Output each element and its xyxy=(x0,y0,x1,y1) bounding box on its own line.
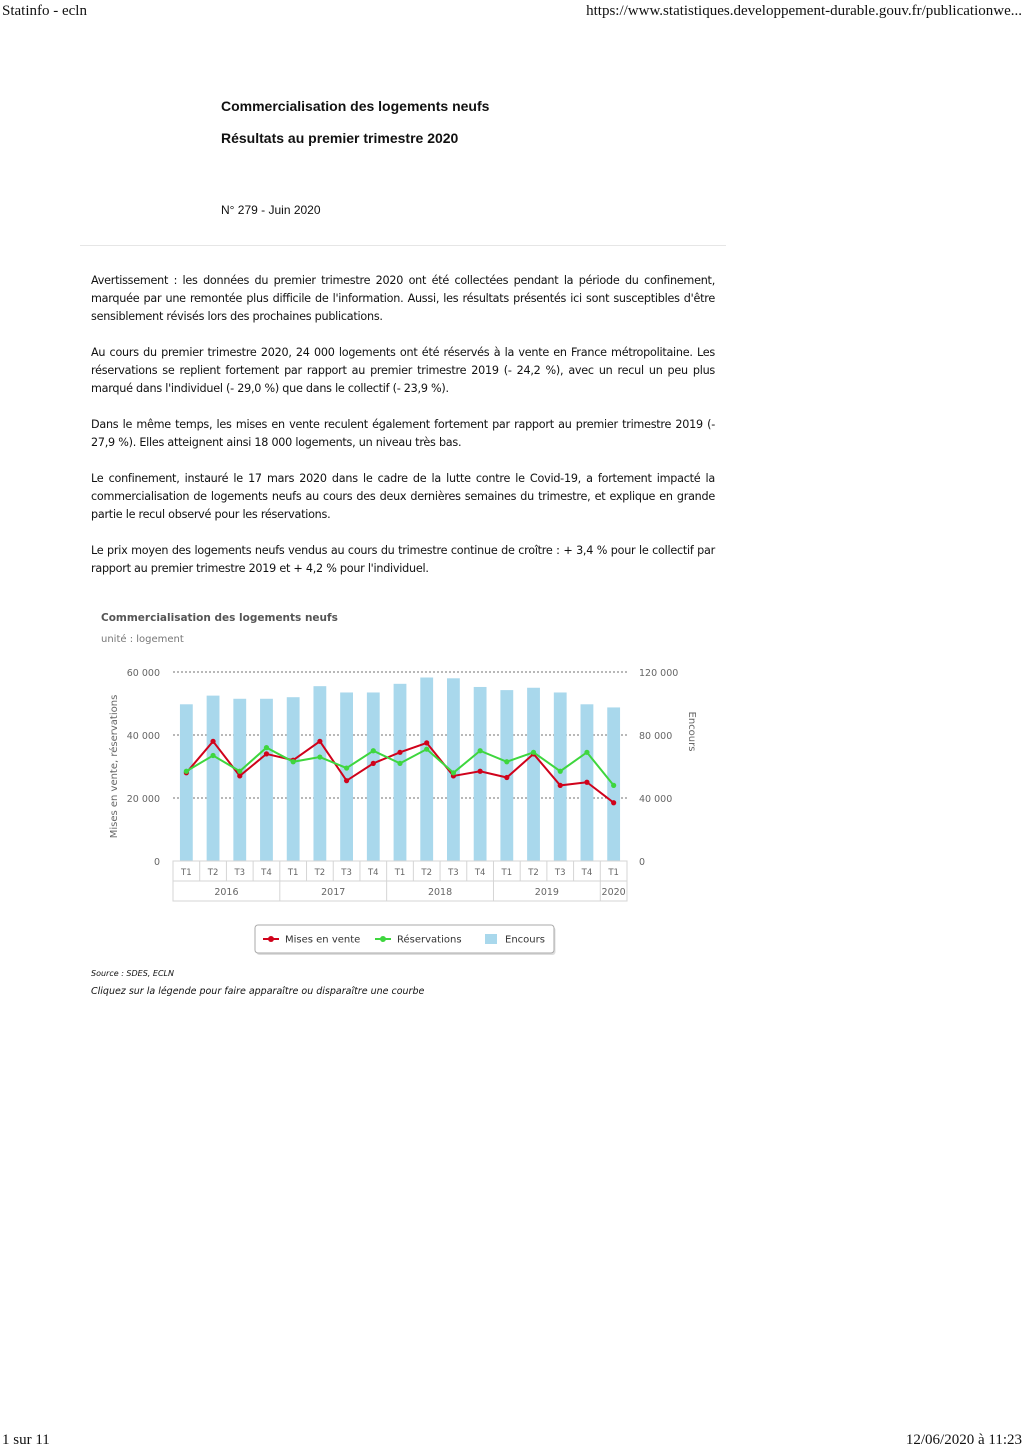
paragraph-confinement: Le confinement, instauré le 17 mars 2020 dans le cadre de la lutte contre le Covid-19, a fortement impacté la commercialisation de logements neufs au cours des deux dernières semaines du trimestre, et explique en grande partie le recul observé pour les réservations. xyxy=(91,472,715,521)
x-tick-label: T2 xyxy=(207,868,219,878)
x-tick-label: T4 xyxy=(261,868,272,878)
y-tick-left: 20 000 xyxy=(126,794,160,805)
x-tick-label: T3 xyxy=(448,868,459,878)
y-axis-label-left: Mises en vente, réservations xyxy=(109,694,120,839)
point-reservations xyxy=(611,783,616,788)
paragraph-warning: Avertissement : les données du premier trimestre 2020 ont été collectées pendant la période du confinement, marquée par une remontée plus difficile de l'information. Aussi, les résultats présentés ici sont susceptibles d'être sensiblement révisés lors des prochaines publications. xyxy=(91,274,715,323)
chart-hint: Cliquez sur la légende pour faire apparaître ou disparaître une courbe xyxy=(91,986,425,997)
y-tick-right: 80 000 xyxy=(639,731,673,742)
article-subtitle: Résultats au premier trimestre 2020 xyxy=(221,130,459,146)
bar-encours xyxy=(527,688,540,861)
point-reservations xyxy=(478,748,483,753)
point-mises-en-vente xyxy=(371,761,376,766)
bar-encours xyxy=(207,696,220,861)
x-tick-label: T1 xyxy=(394,868,406,878)
divider xyxy=(80,245,726,246)
chart-title: Commercialisation des logements neufs xyxy=(101,612,338,624)
paragraph-mises-en-vente: Dans le même temps, les mises en vente reculent également fortement par rapport au premier trimestre 2019 (- 27,9 %). Elles atteignent ainsi 18 000 logements, un niveau très bas. xyxy=(91,418,715,449)
browser-page-title: Statinfo - ecln xyxy=(2,3,87,19)
x-tick-label: T1 xyxy=(287,868,299,878)
point-mises-en-vente xyxy=(210,739,215,744)
x-tick-label: T3 xyxy=(234,868,246,878)
point-reservations xyxy=(210,753,215,758)
chart xyxy=(0,605,1024,965)
point-mises-en-vente xyxy=(264,751,269,756)
point-reservations xyxy=(237,769,242,774)
year-label: 2020 xyxy=(601,887,626,898)
paragraph-reservations: Au cours du premier trimestre 2020, 24 000 logements ont été réservés à la vente en France métropolitaine. Les réservations se replient fortement par rapport au premier trimestre 2019 (- 24,2 %), avec un recul un peu plus marqué dans l'individuel (- 29,0 %) que dans le collectif (- 23,9 %). xyxy=(91,346,715,395)
year-label: 2016 xyxy=(214,887,239,898)
y-tick-right: 40 000 xyxy=(639,794,673,805)
legend-label: Réservations xyxy=(397,934,462,946)
bar-encours xyxy=(554,692,567,861)
year-label: 2019 xyxy=(534,887,559,898)
point-mises-en-vente xyxy=(504,775,509,780)
x-tick-label: T4 xyxy=(474,868,486,878)
y-axis-label-right: Encours xyxy=(686,711,697,752)
point-reservations xyxy=(504,759,509,764)
browser-url: https://www.statistiques.developpement-durable.gouv.fr/publicationwe... xyxy=(586,3,1022,19)
point-mises-en-vente xyxy=(237,773,242,778)
bar-encours xyxy=(287,697,300,861)
bar-encours xyxy=(180,704,193,861)
point-reservations xyxy=(424,747,429,752)
point-reservations xyxy=(264,745,269,750)
article-title: Commercialisation des logements neufs xyxy=(221,98,490,114)
x-tick-label: T4 xyxy=(581,868,593,878)
point-reservations xyxy=(451,770,456,775)
point-reservations xyxy=(371,748,376,753)
year-label: 2018 xyxy=(427,887,453,898)
point-mises-en-vente xyxy=(317,739,322,744)
bar-encours xyxy=(420,678,433,861)
legend-item-encours[interactable] xyxy=(485,934,545,946)
point-reservations xyxy=(558,769,563,774)
x-tick-label: T1 xyxy=(181,868,192,878)
point-reservations xyxy=(344,765,349,770)
x-tick-label: T1 xyxy=(608,868,619,878)
bar-encours xyxy=(474,687,487,861)
legend-label: Mises en vente xyxy=(285,934,361,946)
print-datetime: 12/06/2020 à 11:23 xyxy=(905,1432,1022,1448)
point-mises-en-vente xyxy=(344,778,349,783)
x-tick-label: T3 xyxy=(554,868,566,878)
legend-label: Encours xyxy=(505,934,545,946)
legend-swatch-icon xyxy=(485,934,497,944)
x-tick-label: T2 xyxy=(421,868,433,878)
publication-number: N° 279 - Juin 2020 xyxy=(221,203,321,217)
x-tick-label: T2 xyxy=(528,868,539,878)
point-mises-en-vente xyxy=(397,750,402,755)
chart-source: Source : SDES, ECLN xyxy=(91,969,174,978)
point-mises-en-vente xyxy=(611,800,616,805)
point-mises-en-vente xyxy=(558,783,563,788)
point-reservations xyxy=(397,761,402,766)
x-tick-label: T2 xyxy=(314,868,326,878)
legend-marker-icon xyxy=(380,936,386,942)
point-mises-en-vente xyxy=(584,780,589,785)
point-reservations xyxy=(184,769,189,774)
chart-subtitle: unité : logement xyxy=(101,634,184,645)
bar-encours xyxy=(367,692,380,861)
y-tick-left: 60 000 xyxy=(126,668,160,679)
y-tick-left: 40 000 xyxy=(126,731,160,742)
point-reservations xyxy=(531,750,536,755)
point-reservations xyxy=(291,759,296,764)
x-tick-label: T1 xyxy=(501,868,513,878)
point-mises-en-vente xyxy=(478,769,483,774)
y-tick-left: 0 xyxy=(153,857,160,868)
year-label: 2017 xyxy=(321,887,346,898)
legend-marker-icon xyxy=(268,936,274,942)
point-reservations xyxy=(317,754,322,759)
paragraph-prix: Le prix moyen des logements neufs vendus au cours du trimestre continue de croître : + 3,4 % pour le collectif par rapport au premier trimestre 2019 et + 4,2 % pour l'individuel. xyxy=(91,544,715,575)
bar-encours xyxy=(394,684,407,861)
bar-encours xyxy=(313,686,326,861)
point-reservations xyxy=(584,750,589,755)
x-tick-label: T3 xyxy=(341,868,352,878)
y-tick-right: 120 000 xyxy=(639,668,679,679)
y-tick-right: 0 xyxy=(639,857,646,868)
point-mises-en-vente xyxy=(424,740,429,745)
page-count: 1 sur 11 xyxy=(2,1432,50,1448)
bar-encours xyxy=(260,699,273,861)
bar-encours xyxy=(233,699,246,861)
x-tick-label: T4 xyxy=(367,868,379,878)
